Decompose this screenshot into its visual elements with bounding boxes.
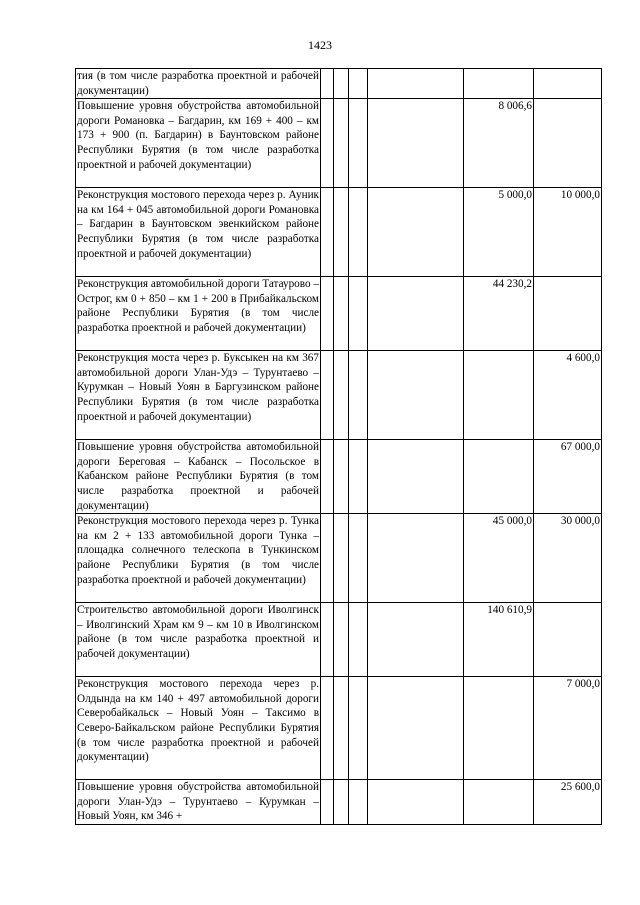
empty-cell [321, 677, 334, 780]
row-value-a: 140 610,9 [464, 603, 534, 677]
row-description: Повышение уровня обустройства автомобильной дороги Береговая – Кабанск – Посольское в Кабанском районе Республики Бурятия (в том числе разработка проектной и рабочей документации) [76, 440, 321, 514]
row-value-a: 44 230,2 [464, 277, 534, 351]
table-row [76, 677, 602, 780]
row-value-a [464, 440, 534, 514]
row-description: Реконструкция мостового перехода через р. Тунка на км 2 + 133 автомобильной дороги Тунка – площадка солнечного телескопа в Тункинском районе Республики Бурятия (в том числе разработка проектной и рабочей документации) [76, 514, 321, 603]
empty-cell [321, 780, 334, 825]
table-row [76, 351, 602, 440]
row-value-a: 8 006,6 [464, 99, 534, 188]
empty-cell [349, 603, 368, 677]
row-description: Реконструкция моста через р. Буксыкен на км 367 автомобильной дороги Улан-Удэ – Турунтаево – Курумкан – Новый Уоян в Баргузинском районе Республики Бурятия (в том числе разработка проектной и рабочей документации) [76, 351, 321, 440]
empty-cell [334, 440, 349, 514]
empty-cell [349, 514, 368, 603]
row-value-b: 4 600,0 [534, 351, 602, 440]
row-value-b: 67 000,0 [534, 440, 602, 514]
empty-cell [368, 69, 464, 99]
empty-cell [368, 99, 464, 188]
row-value-b [534, 99, 602, 188]
row-description: Строительство автомобильной дороги Иволгинск – Иволгинский Храм км 9 – км 10 в Иволгинском районе (в том числе разработка проектной и рабочей документации) [76, 603, 321, 677]
row-value-a [464, 69, 534, 99]
row-value-b [534, 277, 602, 351]
table-row [76, 603, 602, 677]
empty-cell [349, 677, 368, 780]
row-value-a [464, 780, 534, 825]
row-value-a [464, 351, 534, 440]
empty-cell [334, 603, 349, 677]
row-value-b: 25 600,0 [534, 780, 602, 825]
row-description: Реконструкция мостового перехода через р. Ауник на км 164 + 045 автомобильной дороги Романовка – Багдарин в Баунтовском эвенкийском районе Республики Бурятия (в том числе разработка проектной и рабочей документации) [76, 188, 321, 277]
empty-cell [349, 188, 368, 277]
empty-cell [321, 603, 334, 677]
empty-cell [334, 277, 349, 351]
table-row [76, 440, 602, 514]
table-row [76, 514, 602, 603]
empty-cell [321, 277, 334, 351]
empty-cell [321, 440, 334, 514]
empty-cell [321, 514, 334, 603]
row-description: Реконструкция автомобильной дороги Татаурово – Острог, км 0 + 850 – км 1 + 200 в Прибайкальском районе Республики Бурятия (в том числе разработка проектной и рабочей документации) [76, 277, 321, 351]
row-value-a [464, 677, 534, 780]
empty-cell [321, 351, 334, 440]
empty-cell [368, 677, 464, 780]
empty-cell [349, 99, 368, 188]
empty-cell [334, 780, 349, 825]
empty-cell [334, 69, 349, 99]
row-description: Реконструкция мостового перехода через р. Олдында на км 140 + 497 автомобильной дороги Северобайкальск – Новый Уоян – Таксимо в Северо-Байкальском районе Республики Бурятия (в том числе разработка проектной и рабочей документации) [76, 677, 321, 780]
row-value-a: 5 000,0 [464, 188, 534, 277]
empty-cell [349, 351, 368, 440]
row-description: Повышение уровня обустройства автомобильной дороги Улан-Удэ – Турунтаево – Курумкан – Новый Уоян, км 346 + [76, 780, 321, 825]
row-description: тия (в том числе разработка проектной и рабочей документации) [76, 69, 321, 99]
empty-cell [368, 514, 464, 603]
row-description: Повышение уровня обустройства автомобильной дороги Романовка – Багдарин, км 169 + 400 – км 173 + 900 (п. Багдарин) в Баунтовском районе Республики Бурятия (в том числе разработка проектной и рабочей документации) [76, 99, 321, 188]
empty-cell [349, 780, 368, 825]
empty-cell [368, 277, 464, 351]
empty-cell [334, 351, 349, 440]
empty-cell [321, 188, 334, 277]
empty-cell [368, 440, 464, 514]
table-row [76, 69, 602, 99]
row-value-a: 45 000,0 [464, 514, 534, 603]
budget-table [75, 68, 602, 825]
empty-cell [368, 188, 464, 277]
table-row [76, 188, 602, 277]
empty-cell [321, 99, 334, 188]
empty-cell [368, 603, 464, 677]
empty-cell [349, 440, 368, 514]
empty-cell [368, 351, 464, 440]
row-value-b: 30 000,0 [534, 514, 602, 603]
empty-cell [349, 69, 368, 99]
empty-cell [334, 99, 349, 188]
row-value-b: 10 000,0 [534, 188, 602, 277]
row-value-b: 7 000,0 [534, 677, 602, 780]
table-row [76, 277, 602, 351]
row-value-b [534, 69, 602, 99]
empty-cell [334, 514, 349, 603]
page-number: 1423 [308, 38, 332, 52]
empty-cell [349, 277, 368, 351]
table-row [76, 780, 602, 825]
empty-cell [368, 780, 464, 825]
table-row [76, 99, 602, 188]
empty-cell [321, 69, 334, 99]
empty-cell [334, 677, 349, 780]
row-value-b [534, 603, 602, 677]
empty-cell [334, 188, 349, 277]
